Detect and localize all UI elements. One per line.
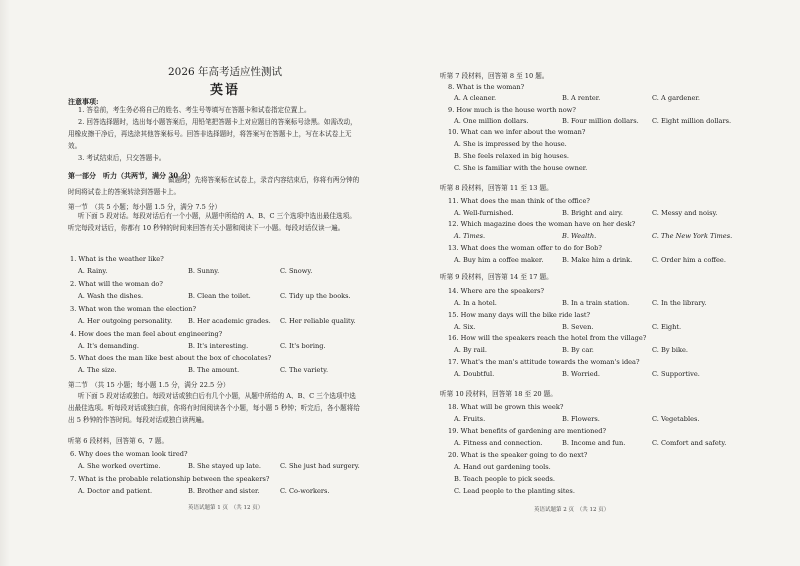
option-a: A. Fitness and connection. <box>454 439 543 447</box>
question-stem: 12. Which magazine does the woman have on her desk? <box>448 220 636 228</box>
question-stem: 18. What will be grown this week? <box>448 403 564 411</box>
question-stem: 1. What is the weather like? <box>70 255 164 263</box>
option-c: C. Lead people to the planting sites. <box>454 487 575 495</box>
question-stem: 20. What is the speaker going to do next? <box>448 451 588 459</box>
option-a: A. Buy him a coffee maker. <box>454 256 544 264</box>
notice-item-3: 3. 考试结束后，只交答题卡。 <box>78 154 166 162</box>
page-1 <box>68 0 390 566</box>
question-stem: 2. What will the woman do? <box>70 280 163 288</box>
option-a: A. She worked overtime. <box>78 462 161 470</box>
question-stem: 16. How will the speakers reach the hotel from the village? <box>448 334 647 342</box>
option-a: A. One million dollars. <box>454 117 529 125</box>
question-stem: 9. How much is the house worth now? <box>448 106 576 114</box>
option-b: B. Income and fun. <box>562 439 626 447</box>
subject-title: 英语 <box>210 83 241 98</box>
question-stem: 17. What's the man's attitude towards the woman's idea? <box>448 358 640 366</box>
option-c: C. Supportive. <box>652 370 700 378</box>
option-b: B. It's interesting. <box>188 342 249 350</box>
option-a: A. It's demanding. <box>78 342 139 350</box>
option-a: A. By rail. <box>454 346 488 354</box>
option-a: A. Well-furnished. <box>454 209 514 217</box>
option-b: B. She feels relaxed in big houses. <box>454 152 569 160</box>
option-a: A. Times. <box>454 232 486 240</box>
material-7-heading: 听第 7 段材料，回答第 8 至 10 题。 <box>440 72 549 80</box>
option-b: B. She stayed up late. <box>188 462 261 470</box>
option-c: C. Vegetables. <box>652 415 700 423</box>
option-b: B. In a train station. <box>562 299 630 307</box>
option-a: A. The size. <box>78 366 117 374</box>
page-2 <box>440 0 762 566</box>
option-b: B. By car. <box>562 346 594 354</box>
option-c: C. Eight. <box>652 323 682 331</box>
option-c: C. In the library. <box>652 299 707 307</box>
option-c: C. Eight million dollars. <box>652 117 732 125</box>
question-stem: 11. What does the man think of the office? <box>448 197 590 205</box>
page-footer: 英语试题第 2 页 （共 12 页） <box>534 507 610 513</box>
material-6-heading: 听第 6 段材料，回答第 6、7 题。 <box>68 437 169 445</box>
option-a: A. Fruits. <box>454 415 486 423</box>
option-b: B. A renter. <box>562 94 601 102</box>
binding-edge <box>0 0 10 566</box>
question-stem: 19. What benefits of gardening are mentioned? <box>448 427 607 435</box>
section1-heading: 第一节 （共 5 小题；每小题 1.5 分，满分 7.5 分） <box>68 203 222 211</box>
part1-heading: 第一部分 听力（共两节，满分 30 分） <box>68 171 195 180</box>
exam-title: 2026 年高考适应性测试 <box>168 66 283 78</box>
option-b: B. The amount. <box>188 366 240 374</box>
option-c: C. Tidy up the books. <box>280 292 351 300</box>
section1-description: 听下面 5 段对话。每段对话后有一个小题，从题中所给的 A、B、C 三个选项中选出最佳选项。听完每段对话后，你都有 10 秒钟的时间来回答有关小题和阅读下一小题。每段对话仅读一遍。 <box>68 212 356 232</box>
option-a: A. Doctor and patient. <box>78 487 153 495</box>
option-c: C. Order him a coffee. <box>652 256 726 264</box>
material-9-heading: 听第 9 段材料，回答第 14 至 17 题。 <box>440 273 553 281</box>
notice-item-1: 1. 答卷前，考生务必将自己的姓名、考生号等填写在答题卡和试卷指定位置上。 <box>78 106 311 114</box>
question-stem: 13. What does the woman offer to do for Bob? <box>448 244 602 252</box>
question-stem: 14. Where are the speakers? <box>448 287 545 295</box>
option-c: C. A gardener. <box>652 94 700 102</box>
option-b: B. Wealth. <box>562 232 597 240</box>
option-c: C. Co-workers. <box>280 487 330 495</box>
option-a: A. Rainy. <box>78 267 108 275</box>
question-stem: 15. How many days will the bike ride last? <box>448 311 591 319</box>
question-stem: 5. What does the man like best about the box of chocolates? <box>70 354 272 362</box>
option-a: A. Hand out gardening tools. <box>454 463 551 471</box>
option-c: C. Her reliable quality. <box>280 317 356 325</box>
option-c: C. Snowy. <box>280 267 313 275</box>
option-b: B. Sunny. <box>188 267 220 275</box>
question-stem: 7. What is the probable relationship between the speakers? <box>70 475 270 483</box>
option-a: A. She is impressed by the house. <box>454 140 567 148</box>
option-c: C. Messy and noisy. <box>652 209 718 217</box>
notice-heading: 注意事项: <box>68 97 99 106</box>
option-c: C. Comfort and safety. <box>652 439 727 447</box>
section2-heading: 第二节 （共 15 小题；每小题 1.5 分，满分 22.5 分） <box>68 381 230 389</box>
notice-item-2: 2. 回答选择题时，选出每小题答案后，用铅笔把答题卡上对应题目的答案标号涂黑。如需改动，用橡皮擦干净后，再选涂其他答案标号。回答非选择题时，将答案写在答题卡上，写在本试卷上无效。 <box>68 118 357 150</box>
option-a: A. Her outgoing personality. <box>78 317 173 325</box>
option-a: A. A cleaner. <box>454 94 497 102</box>
material-10-heading: 听第 10 段材料，回答第 18 至 20 题。 <box>440 390 557 398</box>
option-b: B. Seven. <box>562 323 594 331</box>
option-b: B. Teach people to pick seeds. <box>454 475 555 483</box>
option-a: A. Six. <box>454 323 476 331</box>
material-8-heading: 听第 8 段材料，回答第 11 至 13 题。 <box>440 184 553 192</box>
option-b: B. Clean the toilet. <box>188 292 251 300</box>
question-stem: 4. How does the man feel about engineering? <box>70 330 223 338</box>
section2-description: 听下面 5 段对话或独白。每段对话或独白后有几个小题，从题中所给的 A、B、C 三个选项中选出最佳选项。听每段对话或独白前，你将有时间阅读各个小题，每小题 5 秒钟；听完后，各小题将给出 5 秒钟的作答时间。每段对话或独白读两遍。 <box>68 392 360 424</box>
option-a: A. Doubtful. <box>454 370 495 378</box>
option-a: A. In a hotel. <box>454 299 497 307</box>
question-stem: 6. Why does the woman look tired? <box>70 450 188 458</box>
option-b: B. Brother and sister. <box>188 487 260 495</box>
page-footer: 英语试题第 1 页 （共 12 页） <box>188 505 264 511</box>
option-c: C. The New York Times. <box>652 232 733 240</box>
option-c: C. The variety. <box>280 366 329 374</box>
option-b: B. Make him a drink. <box>562 256 633 264</box>
option-b: B. Worried. <box>562 370 600 378</box>
option-b: B. Her academic grades. <box>188 317 271 325</box>
option-a: A. Wash the dishes. <box>78 292 144 300</box>
option-c: C. By bike. <box>652 346 688 354</box>
option-b: B. Flowers. <box>562 415 600 423</box>
option-b: B. Bright and airy. <box>562 209 623 217</box>
question-stem: 10. What can we infer about the woman? <box>448 128 586 136</box>
question-stem: 8. What is the woman? <box>448 83 525 91</box>
option-c: C. She is familiar with the house owner. <box>454 164 588 172</box>
part1-description: 做题时，先将答案标在试卷上，录音内容结束后，你将有两分钟的时间将试卷上的答案转涂到答题卡上。 <box>68 176 360 196</box>
question-stem: 3. What won the woman the election? <box>70 305 197 313</box>
option-c: C. It's boring. <box>280 342 326 350</box>
option-b: B. Four million dollars. <box>562 117 639 125</box>
option-c: C. She just had surgery. <box>280 462 360 470</box>
